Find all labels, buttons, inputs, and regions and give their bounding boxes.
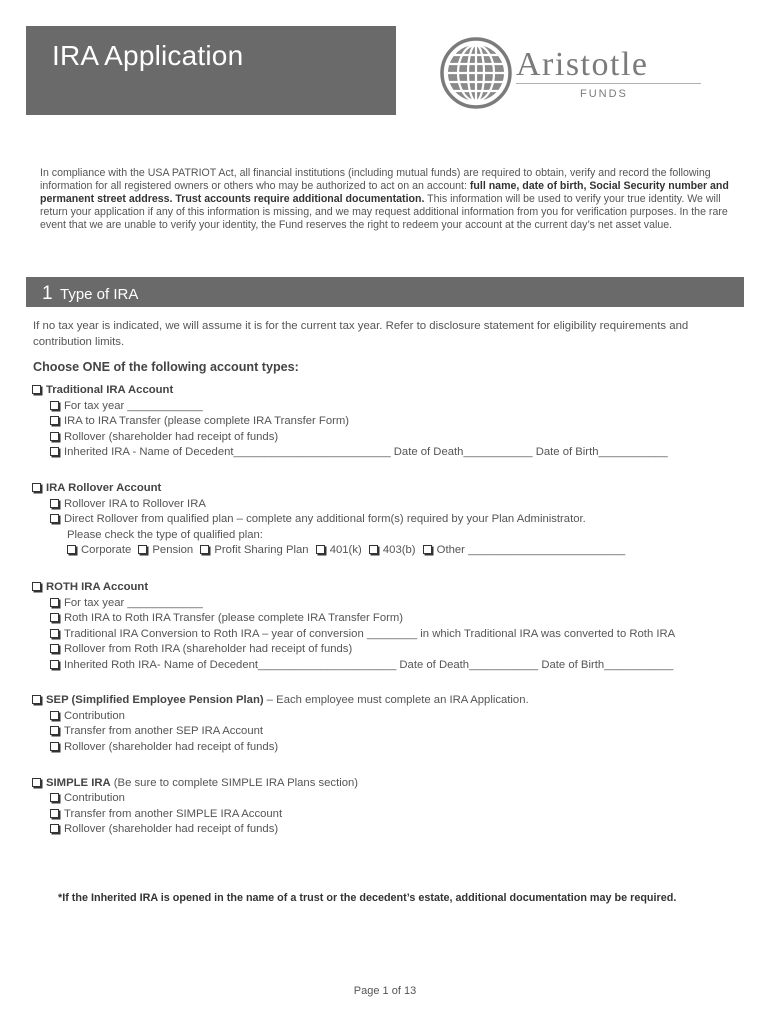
title-banner — [26, 26, 396, 115]
traditional-ira-option — [32, 383, 173, 398]
roth-tax-year-option — [50, 596, 203, 611]
sep-transfer-label: Transfer from another SEP IRA Account — [64, 725, 264, 737]
traditional-tax-year-label: For tax year ____________ — [64, 400, 203, 412]
traditional-ira-checkbox[interactable] — [32, 385, 41, 394]
roth-conversion-option — [50, 627, 675, 642]
corporate-checkbox[interactable] — [67, 545, 76, 554]
roth-tax-year-checkbox[interactable] — [50, 598, 59, 607]
traditional-transfer-checkbox[interactable] — [50, 416, 59, 425]
simple-transfer-option — [50, 807, 282, 822]
logo-divider — [516, 83, 701, 84]
ira-rollover-label: IRA Rollover Account — [46, 482, 162, 494]
traditional-rollover-option — [50, 430, 278, 445]
inherited-ira-footnote: *If the Inherited IRA is opened in the name of a trust or the decedent’s estate, additional documentation may be required. — [58, 892, 677, 904]
sep-description: – Each employee must complete an IRA Application. — [263, 694, 529, 706]
logo-wordmark: Aristotle — [516, 46, 649, 83]
simple-ira-description: (Be sure to complete SIMPLE IRA Plans section) — [110, 777, 359, 789]
section-title: Type of IRA — [60, 286, 139, 303]
logo-subtitle: FUNDS — [580, 88, 628, 100]
rollover-to-rollover-checkbox[interactable] — [50, 499, 59, 508]
traditional-transfer-label: IRA to IRA Transfer (please complete IRA Transfer Form) — [64, 415, 350, 427]
profit-sharing-label: Profit Sharing Plan — [214, 544, 309, 556]
pension-checkbox[interactable] — [138, 545, 147, 554]
choose-instruction: Choose ONE of the following account types: — [33, 360, 299, 374]
plan-type-options — [67, 543, 625, 558]
401k-label: 401(k) — [329, 544, 362, 556]
roth-conversion-label: Traditional IRA Conversion to Roth IRA – year of conversion ________ in which Traditional IRA was converted to Roth IRA — [64, 628, 676, 640]
roth-tax-year-label: For tax year ____________ — [64, 597, 203, 609]
simple-ira-option — [32, 776, 358, 791]
traditional-ira-label: Traditional IRA Account — [46, 384, 174, 396]
page-number: Page 1 of 13 — [353, 985, 417, 997]
sep-checkbox[interactable] — [32, 695, 41, 704]
roth-rollover-checkbox[interactable] — [50, 644, 59, 653]
ira-rollover-checkbox[interactable] — [32, 483, 41, 492]
notice-text-2: This information will be used to verify your true identity. We will return your application if any of this information is missing, and we may request additional information from you for verification purposes. In the rare event that we are unable to verify your identity, the Fund reserves the right to redeem your account at the current day’s net asset value. — [40, 193, 728, 232]
profit-sharing-checkbox[interactable] — [200, 545, 209, 554]
sep-transfer-checkbox[interactable] — [50, 726, 59, 735]
sep-rollover-option — [50, 740, 278, 755]
rollover-to-rollover-label: Rollover IRA to Rollover IRA — [64, 498, 206, 510]
corporate-label: Corporate — [81, 544, 132, 556]
roth-inherited-option — [50, 658, 673, 673]
roth-transfer-option — [50, 611, 403, 626]
roth-ira-label: ROTH IRA Account — [46, 581, 149, 593]
roth-conversion-checkbox[interactable] — [50, 629, 59, 638]
rollover-to-rollover-option — [50, 497, 206, 512]
ira-rollover-option — [32, 481, 161, 496]
sep-contribution-checkbox[interactable] — [50, 711, 59, 720]
direct-rollover-option — [50, 512, 586, 527]
roth-inherited-label: Inherited Roth IRA- Name of Decedent______________________ Date of Death___________ Date of Birth___________ — [64, 659, 674, 671]
simple-transfer-checkbox[interactable] — [50, 809, 59, 818]
sep-contribution-label: Contribution — [64, 710, 125, 722]
sep-contribution-option — [50, 709, 125, 724]
notice-text-1: In compliance with the USA PATRIOT Act, all financial institutions (including mutual funds) are required to obtain, verify and record the following information for all registered owners or others who may be authorized to act on an account: — [40, 167, 711, 193]
direct-rollover-label: Direct Rollover from qualified plan – complete any additional form(s) required by your Plan Administrator. — [64, 513, 586, 525]
page-title: IRA Application — [52, 40, 244, 71]
roth-transfer-checkbox[interactable] — [50, 613, 59, 622]
globe-icon — [440, 36, 512, 110]
other-plan-label: Other _________________________ — [436, 544, 626, 556]
traditional-inherited-option — [50, 445, 668, 460]
simple-contribution-option — [50, 791, 125, 806]
roth-transfer-label: Roth IRA to Roth IRA Transfer (please complete IRA Transfer Form) — [64, 612, 404, 624]
roth-ira-option — [32, 580, 148, 595]
aristotle-logo — [440, 36, 740, 114]
simple-rollover-option — [50, 822, 278, 837]
traditional-rollover-label: Rollover (shareholder had receipt of funds) — [64, 431, 279, 443]
plan-type-instruction: Please check the type of qualified plan: — [67, 529, 263, 541]
roth-ira-checkbox[interactable] — [32, 582, 41, 591]
traditional-transfer-option — [50, 414, 349, 429]
patriot-act-notice — [40, 167, 740, 232]
notice-text-bold: full name, date of birth, Social Security number and permanent street address. Trust accounts require additional documentation. — [40, 180, 729, 206]
section-note: If no tax year is indicated, we will assume it is for the current tax year. Refer to disclosure statement for eligibility requirements and contribution limits. — [33, 320, 689, 348]
sep-transfer-option — [50, 724, 263, 739]
sep-label: SEP (Simplified Employee Pension Plan) — [46, 694, 264, 706]
direct-rollover-checkbox[interactable] — [50, 514, 59, 523]
pension-label: Pension — [152, 544, 194, 556]
roth-rollover-option — [50, 642, 352, 657]
simple-contribution-label: Contribution — [64, 792, 125, 804]
traditional-inherited-checkbox[interactable] — [50, 447, 59, 456]
other-plan-checkbox[interactable] — [423, 545, 432, 554]
roth-rollover-label: Rollover from Roth IRA (shareholder had receipt of funds) — [64, 643, 353, 655]
403b-label: 403(b) — [382, 544, 416, 556]
401k-checkbox[interactable] — [316, 545, 325, 554]
simple-rollover-checkbox[interactable] — [50, 824, 59, 833]
section-header — [26, 277, 744, 307]
403b-checkbox[interactable] — [369, 545, 378, 554]
roth-inherited-checkbox[interactable] — [50, 660, 59, 669]
sep-option — [32, 693, 529, 708]
simple-ira-label: SIMPLE IRA — [46, 777, 111, 789]
simple-ira-checkbox[interactable] — [32, 778, 41, 787]
simple-rollover-label: Rollover (shareholder had receipt of funds) — [64, 823, 279, 835]
simple-contribution-checkbox[interactable] — [50, 793, 59, 802]
traditional-tax-year-option — [50, 399, 203, 414]
traditional-rollover-checkbox[interactable] — [50, 432, 59, 441]
traditional-tax-year-checkbox[interactable] — [50, 401, 59, 410]
traditional-inherited-label: Inherited IRA - Name of Decedent_________________________ Date of Death___________ Date of Birth___________ — [64, 446, 668, 458]
sep-rollover-label: Rollover (shareholder had receipt of funds) — [64, 741, 279, 753]
sep-rollover-checkbox[interactable] — [50, 742, 59, 751]
section-number: 1 — [42, 283, 53, 304]
simple-transfer-label: Transfer from another SIMPLE IRA Account — [64, 808, 283, 820]
